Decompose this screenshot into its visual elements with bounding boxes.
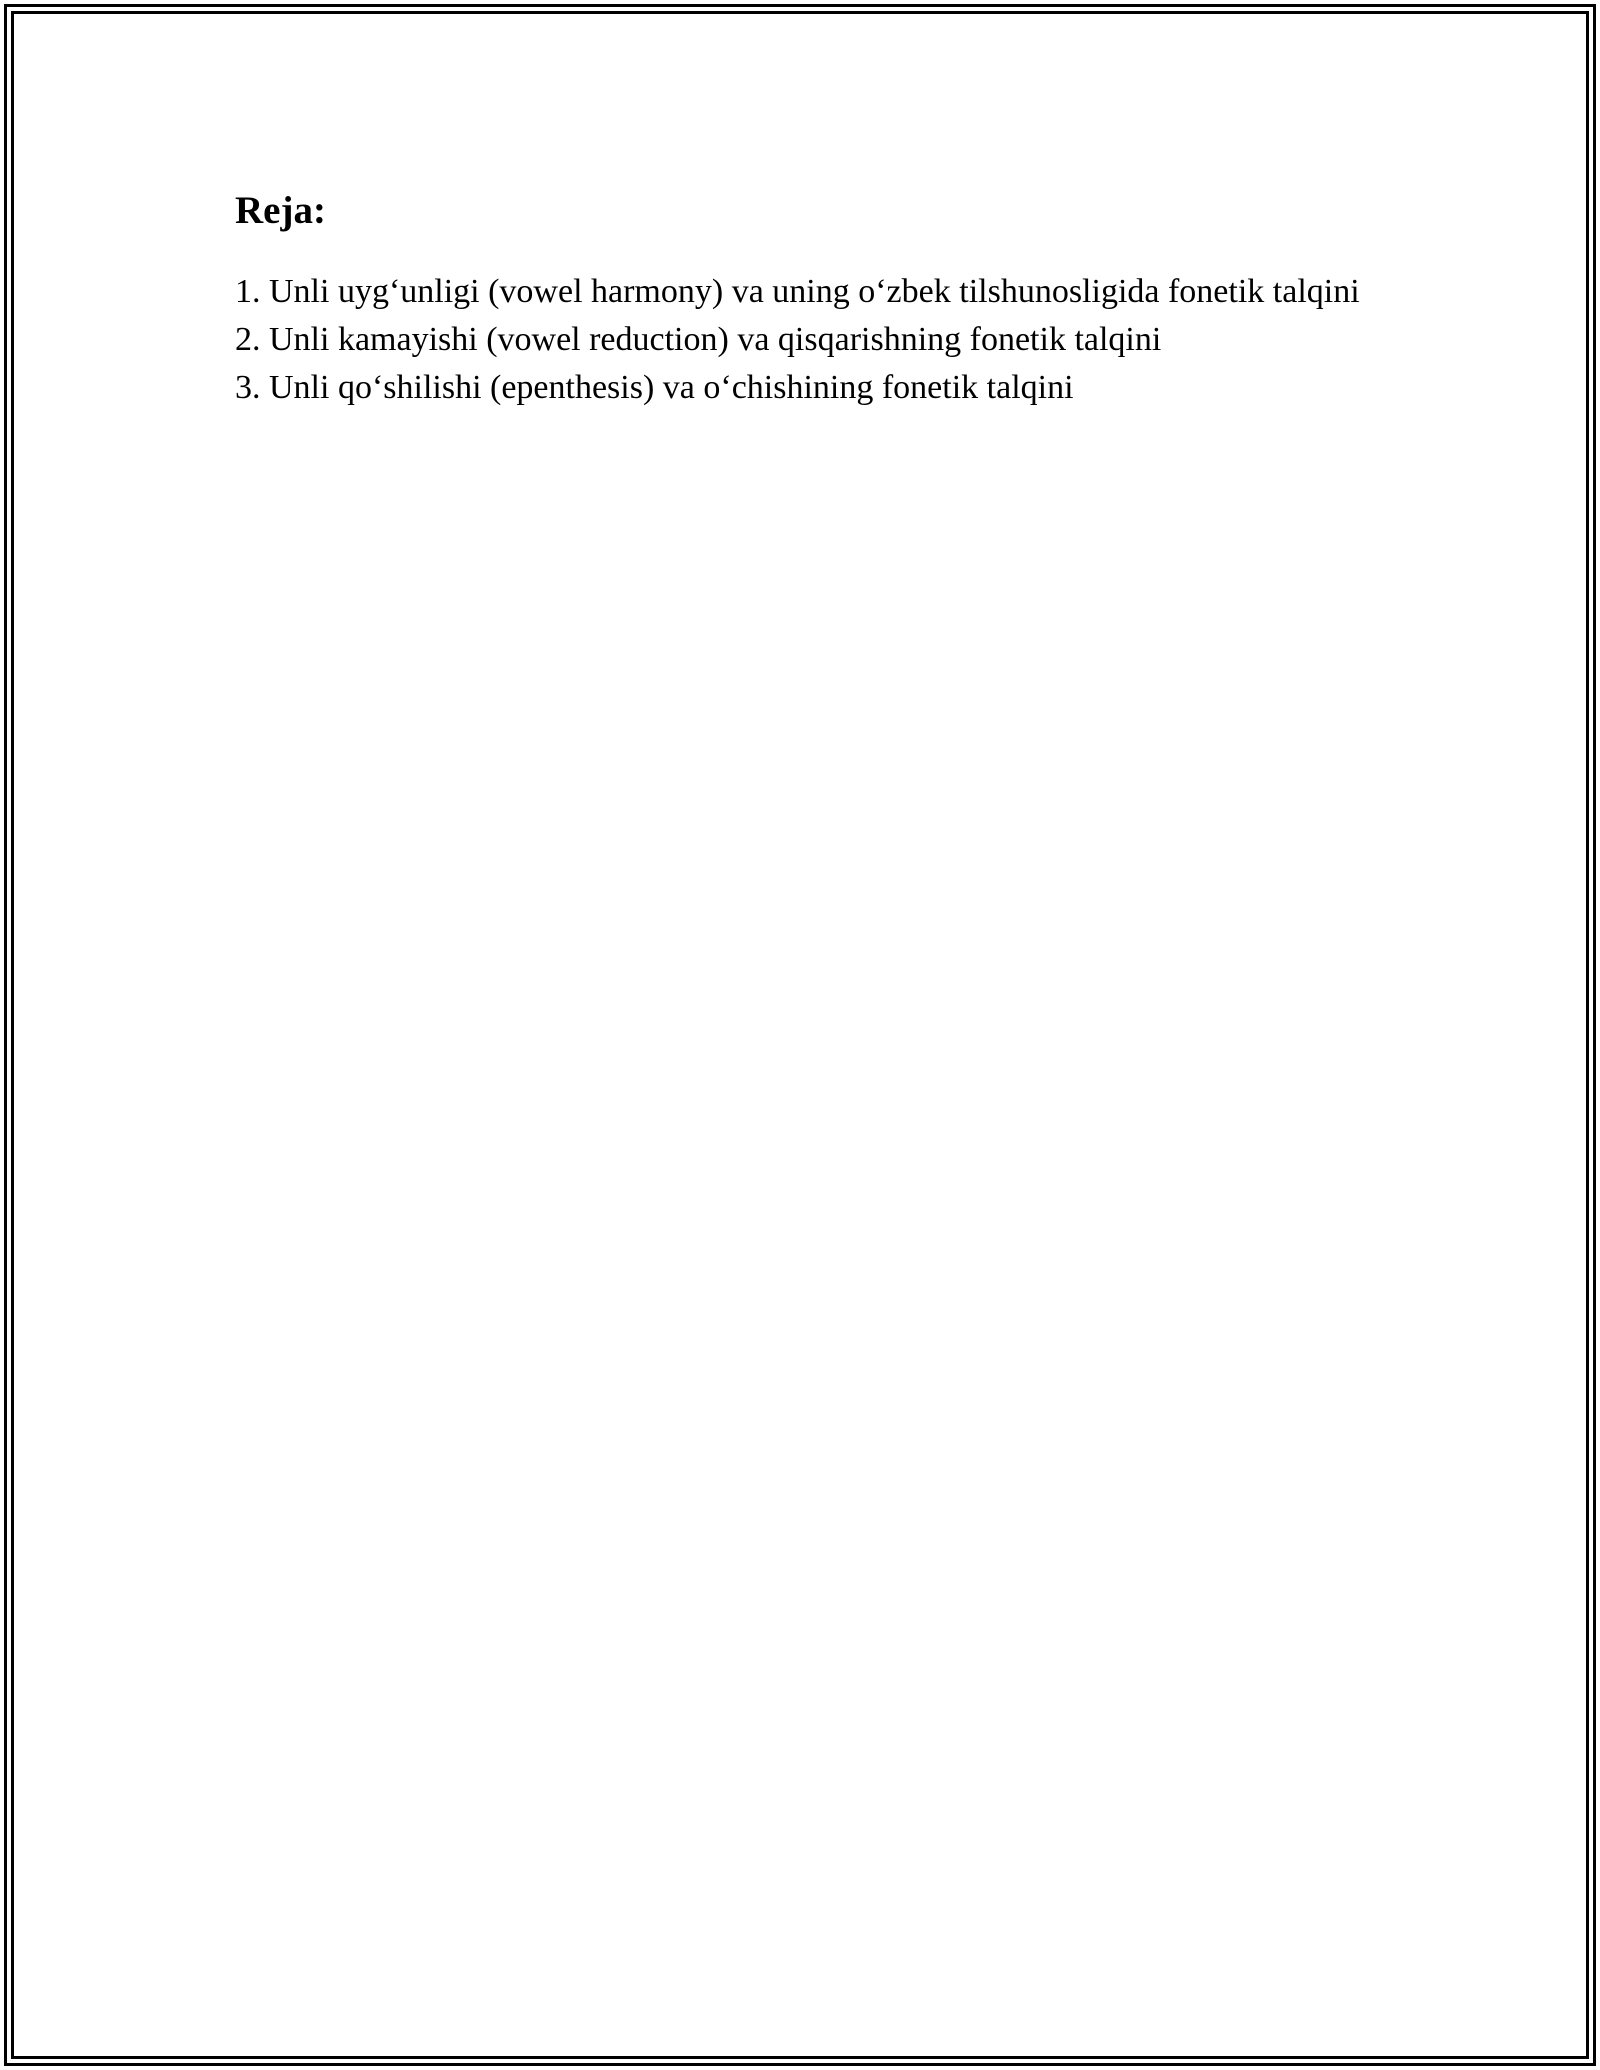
page-title: Reja: <box>235 189 326 232</box>
document-body <box>235 188 1365 412</box>
list-item: 2. Unli kamayishi (vowel reduction) va qisqarishning fonetik talqini <box>235 321 1162 358</box>
plan-list <box>235 268 1365 412</box>
list-item: 1. Unli uyg‘unligi (vowel harmony) va uning o‘zbek tilshunosligida fonetik talqini <box>235 273 1360 310</box>
list-item: 3. Unli qo‘shilishi (epenthesis) va o‘chishining fonetik talqini <box>235 369 1074 406</box>
